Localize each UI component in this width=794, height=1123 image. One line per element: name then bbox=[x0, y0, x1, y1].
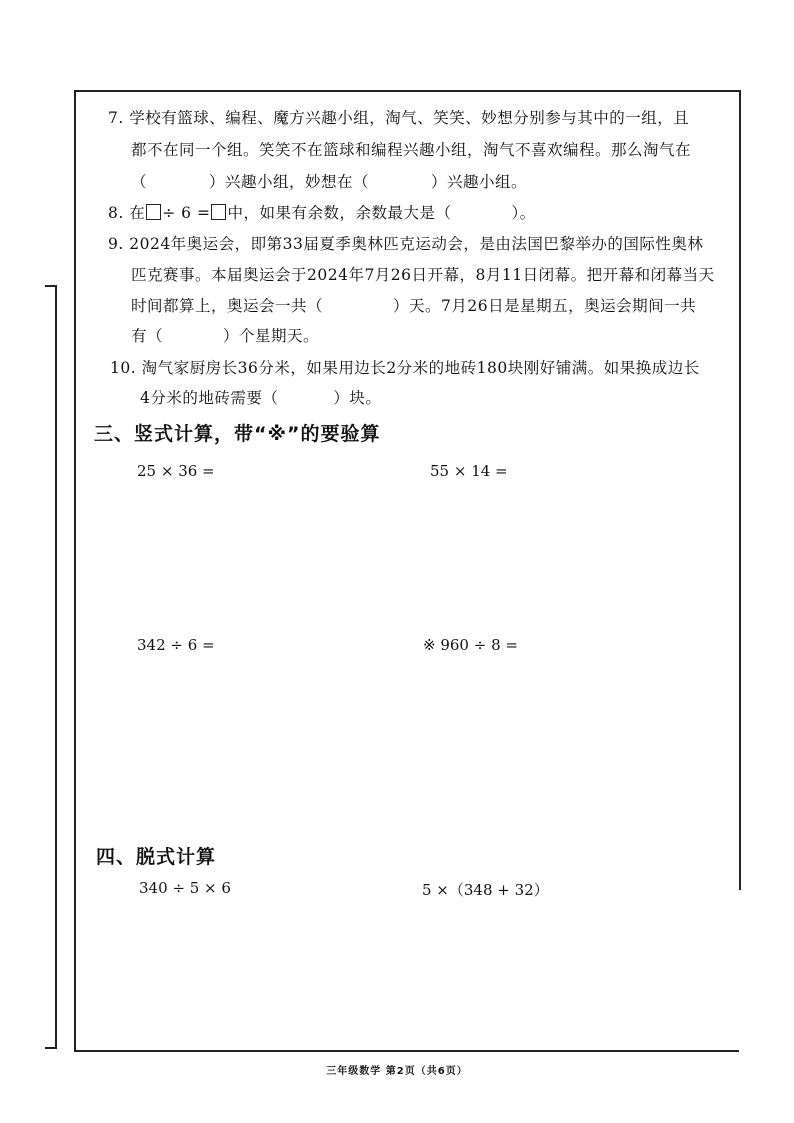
question-text: 学校有篮球、编程、魔方兴趣小组，淘气、笑笑、妙想分别参与其中的一组，且 bbox=[129, 109, 690, 127]
question-text: ）块。 bbox=[333, 389, 382, 407]
question-10-line-2 bbox=[140, 386, 381, 408]
question-number: 8. bbox=[108, 204, 124, 222]
vertical-calc-1: 25 × 36 = bbox=[137, 462, 215, 480]
vertical-calc-2: 55 × 14 = bbox=[430, 462, 508, 480]
question-text: 4分米的地砖需要（ bbox=[140, 389, 279, 407]
vertical-calc-4: ※ 960 ÷ 8 = bbox=[423, 636, 518, 654]
section-4-heading: 四、脱式计算 bbox=[96, 846, 217, 868]
question-number: 9. bbox=[108, 235, 124, 253]
question-text: 中，如果有余数，余数最大是（ bbox=[227, 204, 452, 222]
frame-bottom-border bbox=[74, 1050, 739, 1052]
box-placeholder-icon bbox=[211, 204, 226, 220]
step-calc-2: 5 ×（348 + 32） bbox=[422, 881, 549, 899]
binding-bracket bbox=[45, 285, 57, 1049]
question-text: ÷ 6 = bbox=[162, 204, 211, 222]
question-text: 时间都算上，奥运会一共（ bbox=[131, 297, 324, 315]
page-footer: 三年级数学 第2页（共6页） bbox=[326, 1066, 468, 1077]
question-number: 7. bbox=[108, 109, 124, 127]
question-text: 在 bbox=[129, 204, 146, 222]
question-text: ）。 bbox=[511, 204, 536, 222]
frame-left-border bbox=[74, 90, 76, 1050]
box-placeholder-icon bbox=[146, 204, 161, 220]
question-7-line-3 bbox=[131, 170, 527, 192]
step-calc-1: 340 ÷ 5 × 6 bbox=[139, 879, 231, 897]
frame-top-border bbox=[74, 90, 741, 92]
question-text: ）个星期天。 bbox=[223, 327, 320, 345]
section-3-heading: 三、竖式计算，带“※”的要验算 bbox=[94, 423, 381, 445]
question-9-line-3 bbox=[131, 294, 696, 316]
question-9-line-2: 匹克赛事。本届奥运会于2024年7月26日开幕，8月11日闭幕。把开幕和闭幕当天 bbox=[131, 266, 715, 284]
question-number: 10. bbox=[110, 359, 137, 377]
question-7-line-1 bbox=[108, 106, 689, 128]
question-text: ）兴趣小组，妙想在（ bbox=[209, 173, 370, 191]
question-text: ）天。7月26日是星期五，奥运会期间一共 bbox=[393, 297, 697, 315]
question-text: ）兴趣小组。 bbox=[431, 173, 528, 191]
question-9-line-4 bbox=[131, 324, 319, 346]
question-7-line-2: 都不在同一个组。笑笑不在篮球和编程兴趣小组，淘气不喜欢编程。那么淘气在 bbox=[131, 141, 692, 159]
vertical-calc-3: 342 ÷ 6 = bbox=[137, 636, 215, 654]
question-9-line-1 bbox=[108, 232, 703, 254]
question-8-line-1 bbox=[108, 201, 536, 223]
question-10-line-1 bbox=[110, 356, 700, 378]
question-text: 2024年奥运会，即第33届夏季奥林匹克运动会，是由法国巴黎举办的国际性奥林 bbox=[129, 235, 704, 253]
question-text: 有（ bbox=[131, 327, 164, 345]
frame-right-border bbox=[739, 90, 741, 890]
question-text: （ bbox=[131, 173, 148, 191]
question-text: 淘气家厨房长36分米，如果用边长2分米的地砖180块刚好铺满。如果换成边长 bbox=[141, 359, 700, 377]
